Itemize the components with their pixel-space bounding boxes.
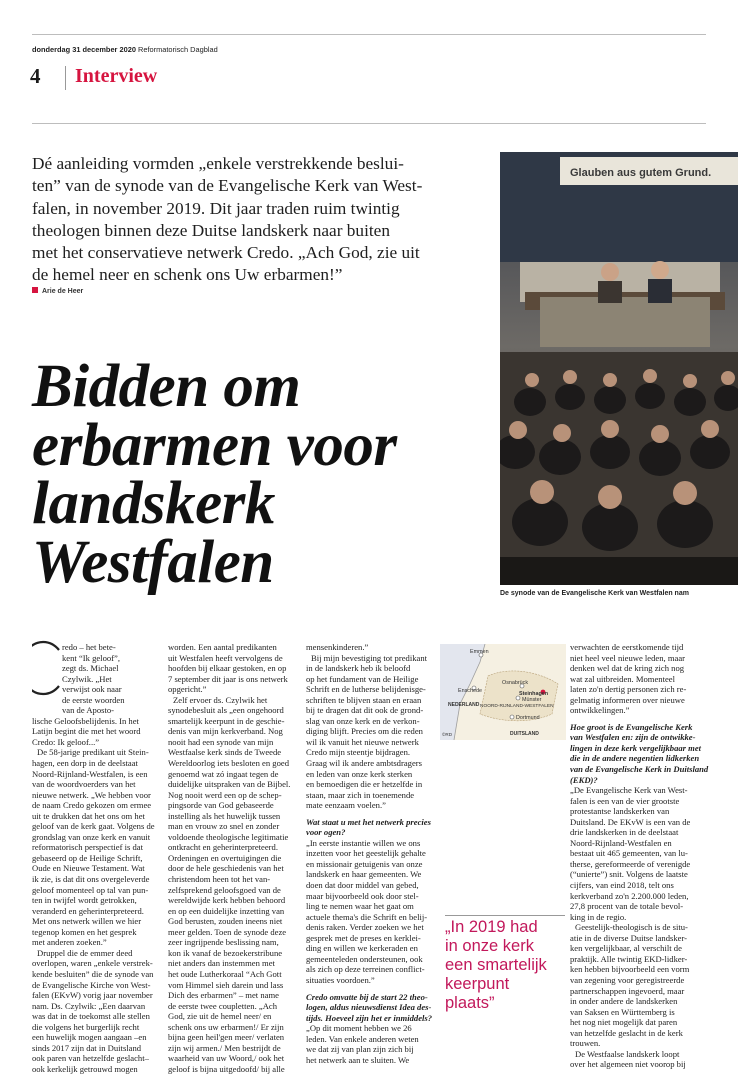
text-line: „In eerste instantie willen we ons [306,837,421,848]
text-line: verwachten de eerstkomende tijd [570,642,684,652]
text-line: Geestelijk-theologisch is de situ- [575,922,688,933]
intro-line: de hemel neer en schenk ons Uw erbarmen!” [32,265,343,285]
interview-question: logen, aldus nieuwsdienst Idea des- [306,1002,432,1013]
text-line: Oude en Nieuwe Testament. Wat [32,863,145,874]
text-line: niet heel veel nieuwe leden, maar [570,652,686,663]
pullquote-line: een smartelijk [445,956,547,974]
text-line: cijfers, van eind 2018, telt ons [570,880,674,891]
text-line: de Evangelische Kirche von West- [32,979,151,990]
text-line: sinds 2017 zijn dat in Duitsland [32,1042,142,1053]
text-line: instelling als het huwelijk tussen [168,810,281,821]
text-line: ken hebben bijvoorbeeld een vorm [570,964,690,975]
region-map [440,644,566,740]
synod-photo [500,152,738,585]
interview-question: Wat staat u met het netwerk precies [306,816,431,827]
text-line: geloof van de kerk gaat. Volgens de [32,821,155,832]
pullquote-line: plaats” [445,994,495,1012]
text-line: ding en willen we kerkeraden en [306,943,418,954]
text-line: ten in twijfel wordt getrokken, [32,895,137,906]
text-line: opgericht.” [168,684,207,695]
text-line: in de landskerk heb ik beloofd [306,663,411,674]
text-line: smartelijk keerpunt in de geschie- [168,715,285,726]
text-line: therse, gereformeerde of verenigde [570,858,691,869]
text-line: kerkverband zo'n 2.200.000 leden, [570,890,689,901]
interview-question: lingen in deze kerk vergelijkbaar met [570,742,702,753]
text-line: die volgens het burgerlijk recht [32,1021,140,1032]
intro-line: met het conservatieve netwerk Credo. „Ach God, zie uit [32,243,420,263]
pullquote-line: in onze kerk [445,937,534,955]
pullquote-line: keerpunt [445,975,510,993]
text-line: „Op dit moment hebben we 26 [306,1023,412,1034]
text-line: waarheid van uw Woord,/ ook het [168,1053,285,1064]
map-label-steinhagen: Steinhagen [519,691,549,697]
map-label-nederland: NEDERLAND [448,702,480,708]
text-line: de naam Credo gekozen om ermee [32,800,152,811]
text-line: Druppel die de emmer deed [37,947,133,958]
interview-question: voor ogen? [306,827,346,838]
text-line: ling te nemen waar het gaat om [306,901,414,912]
text-line: een huwelijk mogen aangaan –en [32,1032,147,1043]
text-line: van Saksen en Württemberg is [570,1006,675,1017]
photo-banner-text: Glauben aus gutem Grund. [570,167,712,179]
text-line: bestaat uit 465 gemeenten, van lu- [570,848,688,859]
text-line: zijn wij armen./ Men bestrijdt de [168,1042,281,1053]
text-line: nieuwe netwerk. „We hebben voor [32,789,151,800]
text-line: en bemoedigen die er hetzelfde in [306,779,423,790]
text-line: wat zal uitbreiden. Momenteel [570,673,675,684]
text-line: Wereldoorlog iets besloten en goed [168,758,290,769]
interview-question: van Westfalen en: zijn de ontwikke- [570,732,696,743]
headline [32,353,502,596]
text-line: geloof is bijna uitgedoofd/ bij alle [168,1063,285,1074]
text-line: hagen, een dorp in de deelstaat [32,758,138,769]
text-line: bijna geen heil'gen meer/ verlaten [168,1032,285,1043]
interview-question: die in de andere negentien lidkerken [570,753,700,764]
text-line: Zelf ervoer ds. Czylwik het [173,694,268,705]
text-line: (“unierte”) snit. Volgens de laatste [570,869,688,880]
pullquote [445,918,565,1013]
author-name: Arie de Heer [42,288,84,295]
text-line: en missionair getuigenis van onze [306,858,423,869]
text-line: lische Geloofsbelijdenis. In het [32,715,139,726]
text-line: denis van mijn kerkverband. Nog [168,726,283,737]
dateline [32,45,218,54]
text-line: kon ik vanaf de bezoekerstribune [168,947,283,958]
intro-line: falen, in november 2019. Dit jaar traden ruim twintig [32,198,400,218]
text-line: voldoende theologische legitimatie [168,831,289,842]
text-line: schenk ons uw erbarmen!/ Er zijn [168,1021,284,1032]
intro-line: ten” van de synode van de Evangelische Kerk van West- [32,176,423,196]
text-line: denken wel dat de kring zich nog [570,663,685,674]
map-label-enschede: Enschede [458,688,482,694]
text-line: man en vrouw zo snel en zonder [168,821,280,832]
text-line: Credo mijn steentje bijdragen. [306,747,411,758]
text-line: niet anders dan instemmen met [168,958,275,969]
text-line: redo – het bete- [62,642,116,652]
byline-marker [32,287,38,293]
text-line: diging blijft. Precies om die reden [306,726,423,737]
text-line: God, zie uit de hemel neer/ en [168,1011,272,1022]
text-line: ik zie, is dat dit ons overgeleverde [32,874,150,885]
text-line: partnerschappen ingevoerd, maar [570,985,685,996]
text-line: Met ons netwerk willen we hier [32,916,142,927]
text-line: doen dat door middel van gebed, [306,880,419,891]
text-line: uit te drukken dat het ons om het [32,810,145,821]
text-line: maar bijvoorbeeld ook door stel- [306,890,419,901]
pullquote-line: „In 2019 had [445,918,538,936]
text-line: trouwen. [570,1038,601,1049]
text-line: als zich op deze terreinen conflict- [306,964,425,975]
interview-question: van de Evangelische Kerk in Duitsland [570,764,709,775]
text-line: Latijn begint die met het woord [32,726,141,737]
text-line: wereldwijde kerk hebben behoord [168,895,286,906]
text-line: Graag wil ik andere ambtsdragers [306,758,422,769]
text-line: vom Himmel sieh darein und lass [168,979,284,990]
text-line: Noord-Rijnland-Westfalen en [570,837,672,848]
intro-line: theologen binnen deze Duitse landskerk naar buiten [32,220,390,240]
text-line: ook paren van hetzelfde geslacht– [32,1053,149,1064]
interview-question: Credo omvatte bij de start 22 theo- [306,991,428,1002]
text-line: Noord-Rijnland-Westfalen, is een [32,768,148,779]
text-line: overlopen, waren „enkele verstrek- [32,958,153,969]
masthead-divider [65,66,66,90]
text-line: bij te dragen dat dit ook de grond- [306,705,424,716]
map-label-nrw: NOORD-RIJNLAND-WESTFALEN [480,704,554,709]
text-line: en leden van onze kerk sterken [306,768,413,779]
text-line: reformatorisch perspectief is dat [32,842,143,853]
text-line: denis raken. Verder zoeken we het [306,922,424,933]
text-line: 7 september dit jaar is ons netwerk [168,673,288,684]
map-label-duitsland: DUITSLAND [510,731,539,737]
text-line: Westfaalse kerk sinds de Tweede [168,747,282,758]
text-line: ook kerkelijk getrouwd mogen [32,1063,138,1074]
interview-question: (EKD)? [570,774,598,785]
text-line: grondslag van onze kerk en vanuit [32,831,151,842]
text-line: ontkracht en geherinterpreteerd. [168,842,278,853]
text-line: actuele thema's die Schrift en belij- [306,911,428,922]
text-line: Schrift en de lutherse belijdenisge- [306,684,426,695]
paper-name: Reformatorisch Dagblad [138,45,218,54]
text-line: uit Westfalen heeft vervolgens de [168,652,283,663]
text-line: synodebesluit als „een ongehoord [168,705,284,716]
headline-line: Bidden om [32,353,301,420]
text-line: tegenop komen en het gesprek [32,926,137,937]
text-line: Bij mijn bevestiging tot predikant [311,652,428,663]
text-line: zeer ingrijpende beslissing nam, [168,937,279,948]
article-column-3 [306,642,438,1065]
text-line: landskerk en haar gemeenten. We [306,869,422,880]
text-line: atie in de diverse Duitse landsker- [570,932,687,943]
text-line: laten zo'n dertig personen zich re- [570,684,687,695]
pullquote-rule [445,915,565,916]
text-line: verwijst ook naar [62,684,122,695]
text-line: nam. Ds. Czylwik: „Een daarvan [32,1000,146,1011]
text-line: duidelijke uitspraken van de Bijbel. [168,779,291,790]
text-line: het netwerk aan te sluiten. We [306,1054,410,1065]
article-column-2 [168,642,300,1074]
text-line: ken vergelijkbaar, al verschilt de [570,943,682,954]
text-line: van de Aposto- [62,705,115,716]
text-line: falen (EKvW) vorig jaar november [32,990,153,1001]
text-line: gebaseerd op de Heilige Schrift, [32,852,143,863]
text-line: van zegening voor geregistreerde [570,974,685,985]
text-line: hoofden bij elkaar gestoken, en op [168,663,287,674]
intro-lead [32,153,492,287]
map-label-emmen: Emmen [470,649,489,655]
text-line: was dat in de toekomst alle stellen [32,1011,150,1022]
section-title: Interview [75,65,158,87]
text-line: van hetzelfde geslacht in de kerk [570,1027,683,1038]
text-line: wil ik vanuit het nieuwe netwerk [306,736,419,747]
text-line: schriften te blijven staan en eraan [306,694,422,705]
text-line: Czylwik. „Het [62,673,112,684]
text-line: drie landskerken in de deelstaat [570,827,679,838]
text-line: God berusten, zouden ineens niet [168,916,283,927]
text-line: slag van onze kerk en de verkon- [306,715,420,726]
text-line: gesprek met de preses en kerklei- [306,932,421,943]
headline-line: erbarmen voor [32,411,397,479]
text-line: worden. Een aantal predikanten [168,642,277,652]
text-line: Ordeningen en overtuigingen die [168,852,282,863]
text-line: we dat zij van plan zijn zich bij [306,1044,414,1055]
text-line: kende besluiten” die de synode van [32,968,154,979]
text-line: mate eenzaam voelen.” [306,800,386,811]
text-line: mensenkinderen.” [306,642,369,652]
top-rule [32,34,706,35]
text-line: Credo: Ik geloof...” [32,736,100,747]
text-line: staan, maar zich in toenemende [306,789,415,800]
text-line: kent “Ik geloof”, [62,652,120,663]
text-line: de eerste woorden [62,694,125,705]
page-number: 4 [30,64,41,88]
text-line: op het fundament van de Heilige [306,673,419,684]
text-line: veranderd en geherinterpreteerd. [32,905,144,916]
map-label-osnabruck: Osnabrück [502,680,529,686]
text-line: gelmatig informeren over nieuwe [570,694,685,705]
byline [32,287,83,295]
map-label-munster: Münster [522,697,542,703]
text-line: Nog nooit werd een op de schep- [168,789,282,800]
intro-line: Dé aanleiding vormden „enkele verstrekkende beslui- [32,154,404,173]
text-line: nooit had een synode van mijn [168,736,274,747]
text-line: protestantse landskerken van [570,806,670,817]
text-line: zelfsprekend geloofsgoed van de [168,884,281,895]
text-line: leden. Van enkele anderen weten [306,1033,419,1044]
text-line: De Westfaalse landskerk loopt [575,1048,680,1059]
headline-line: Westfalen [32,528,274,596]
text-line: van de woordvoerders van het [32,779,136,790]
text-line: in onder andere de landskerken [570,996,678,1007]
section-rule [32,123,706,124]
map-credit: ©RD [442,732,453,737]
text-line: zegt ds. Michael [62,663,119,674]
text-line: De 58-jarige predikant uit Stein- [37,747,149,758]
headline-line: landskerk [32,470,275,537]
interview-question: Hoe groot is de Evangelische Kerk [570,721,693,732]
text-line: king in de regio. [570,911,627,922]
interview-question: tijds. Hoeveel zijn het er inmiddels? [306,1012,433,1023]
text-line: en op een duidelijke inzetting van [168,905,285,916]
text-line: het oude Lutherkoraal “Ach Gott [168,968,282,979]
text-line: door de hele geschiedenis van het [168,863,284,874]
map-label-dortmund: Dortmund [516,715,540,721]
text-line: „De Evangelische Kerk van West- [570,785,688,796]
text-line: gemeenteleden ondersteunen, ook [306,953,423,964]
article-column-1 [32,642,155,1074]
date: donderdag 31 december 2020 [32,45,136,54]
text-line: 27,8 procent van de totale bevol- [570,901,684,912]
text-line: meer gelden. Toen de synode deze [168,926,287,937]
text-line: genoemd wat zó ingaat tegen de [168,768,279,779]
text-line: over het algemeen niet voorop bij [570,1059,686,1070]
text-line: het nog niet mogelijk dat paren [570,1017,678,1028]
text-line: geloof momenteel op tal van pun- [32,884,149,895]
text-line: met anderen zoeken.” [32,937,107,948]
article-column-4 [570,642,709,1070]
text-line: Dich des erbarmen” – met name [168,990,279,1001]
text-line: inzetten voor het geestelijk gehalte [306,848,426,859]
text-line: ontwikkelingen.” [570,705,630,716]
text-line: situaties voordoen.” [306,974,375,985]
text-line: Duitsland. De EKvW is een van de [570,816,691,827]
text-line: pingsorde van God gebaseerde [168,800,274,811]
photo-caption: De synode van de Evangelische Kerk van Westfalen nam [500,590,689,597]
text-line: christendom heen tot het van- [168,874,271,885]
text-line: praktijk. Alle twintig EKD-lidker- [570,953,688,964]
text-line: de eerste twee coupletten. „Ach [168,1000,278,1011]
text-line: falen is een van de vier grootste [570,795,680,806]
